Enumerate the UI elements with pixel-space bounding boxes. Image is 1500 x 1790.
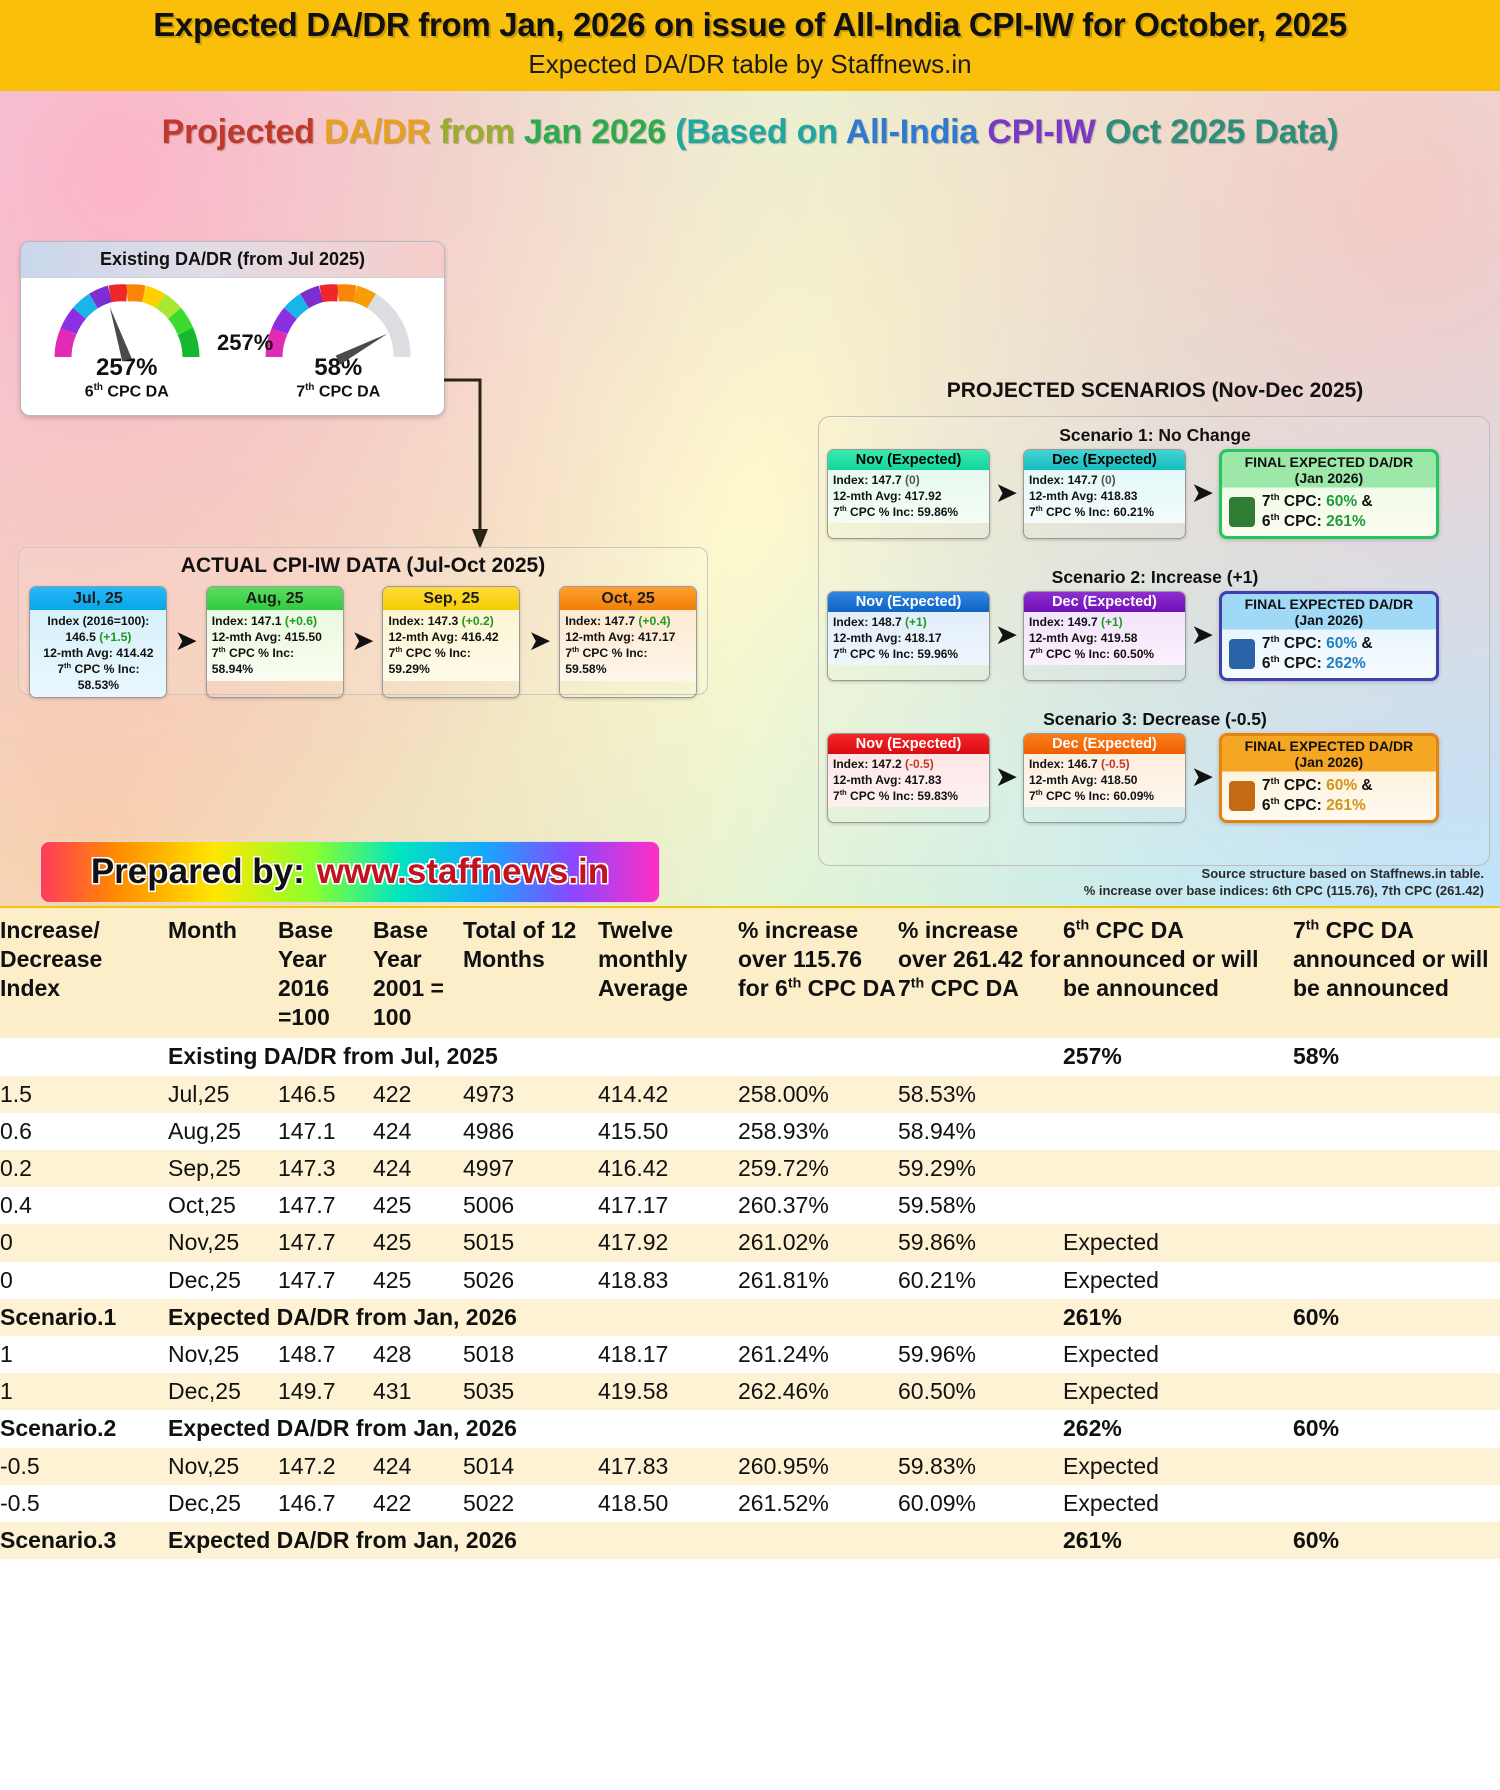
cpi-month-card-header: Jul, 25 xyxy=(30,587,166,610)
gauge-group xyxy=(21,278,444,401)
row-7th-cpc-da: 60% xyxy=(1293,1410,1500,1447)
row-pct-6th: 261.24% xyxy=(738,1336,898,1373)
row-month: Dec,25 xyxy=(168,1262,278,1299)
flow-arrow-icon: ➤ xyxy=(529,627,551,656)
gauge-arc-7th xyxy=(263,282,413,360)
prepared-by-banner xyxy=(40,841,660,903)
table-row[interactable] xyxy=(0,1522,1500,1559)
row-twelve-avg: 418.50 xyxy=(598,1485,738,1522)
row-index-change: 1.5 xyxy=(0,1076,168,1113)
row-base-2016: 147.7 xyxy=(278,1262,373,1299)
row-total-12: 4973 xyxy=(463,1076,598,1113)
row-7th-cpc-da: 58% xyxy=(1293,1038,1500,1075)
row-base-2016: 149.7 xyxy=(278,1373,373,1410)
scenario-card-header: Dec (Expected) xyxy=(1024,450,1185,470)
cpi-month-card-header: Sep, 25 xyxy=(383,587,519,610)
final-card-header: FINAL EXPECTED DA/DR (Jan 2026) xyxy=(1244,595,1414,628)
scenario-card-header: Dec (Expected) xyxy=(1024,592,1185,612)
cpi-month-card-body: Index: 147.3 (+0.2) 12-mth Avg: 416.42 7th CPC % Inc: 59.29% xyxy=(383,610,519,681)
row-6th-cpc-da xyxy=(1063,1076,1293,1113)
row-7th-cpc-da xyxy=(1293,1150,1500,1187)
row-twelve-avg: 417.17 xyxy=(598,1187,738,1224)
final-card-values: 7th CPC: 60% & 6th CPC: 262% xyxy=(1261,633,1373,673)
row-total-12: 5014 xyxy=(463,1448,598,1485)
row-index-change: 1 xyxy=(0,1373,168,1410)
scenario-2-nov-card xyxy=(827,591,990,682)
row-pct-6th: 258.93% xyxy=(738,1113,898,1150)
cpi-month-card-body: Index (2016=100): 146.5 (+1.5) 12-mth Avg: 414.42 7th CPC % Inc: 58.53% xyxy=(30,610,166,698)
table-row[interactable] xyxy=(0,1336,1500,1373)
row-total-12: 5026 xyxy=(463,1262,598,1299)
row-twelve-avg: 417.83 xyxy=(598,1448,738,1485)
row-base-2016: 147.1 xyxy=(278,1113,373,1150)
infographic-title-part-3: Jan 2026 xyxy=(523,112,676,151)
table-row[interactable] xyxy=(0,1448,1500,1485)
table-col-header-1: Month xyxy=(168,907,278,1039)
infographic-title-part-5: All-India xyxy=(845,112,988,151)
scenario-1-dec-card xyxy=(1023,449,1186,540)
cpi-month-card-aug25 xyxy=(206,586,344,699)
prepared-by-site: www.staffnews.in xyxy=(316,851,610,891)
projected-scenarios-title: PROJECTED SCENARIOS (Nov-Dec 2025) xyxy=(946,378,1364,402)
gauge-float-value: 257% xyxy=(217,329,274,355)
row-7th-cpc-da xyxy=(1293,1224,1500,1261)
infographic-title-part-7: Oct 2025 Data) xyxy=(1104,112,1339,151)
flow-arrow-icon: ➤ xyxy=(996,621,1017,650)
row-month: Dec,25 xyxy=(168,1485,278,1522)
prepared-by-label: Prepared by: xyxy=(90,851,305,891)
row-6th-cpc-da: Expected xyxy=(1063,1224,1293,1261)
row-7th-cpc-da: 60% xyxy=(1293,1522,1500,1559)
infographic xyxy=(0,91,1500,906)
row-6th-cpc-da xyxy=(1063,1187,1293,1224)
scenario-3-nov-card xyxy=(827,733,990,824)
row-total-12: 5018 xyxy=(463,1336,598,1373)
infographic-title-part-2: from xyxy=(439,112,524,151)
scenario-row-2 xyxy=(819,591,1491,682)
row-month: Nov,25 xyxy=(168,1224,278,1261)
row-index-change: 0.6 xyxy=(0,1113,168,1150)
row-pct-7th: 60.50% xyxy=(898,1373,1063,1410)
row-total-12: 5022 xyxy=(463,1485,598,1522)
scenario-card-header: Nov (Expected) xyxy=(828,734,989,754)
source-note xyxy=(1084,866,1484,900)
row-base-2001: 424 xyxy=(373,1150,463,1187)
scenario-row-1 xyxy=(819,449,1491,540)
table-body xyxy=(0,1038,1500,1559)
row-6th-cpc-da: Expected xyxy=(1063,1262,1293,1299)
row-pct-7th: 59.86% xyxy=(898,1224,1063,1261)
row-6th-cpc-da: Expected xyxy=(1063,1336,1293,1373)
row-base-2016: 147.2 xyxy=(278,1448,373,1485)
final-card-body xyxy=(1222,489,1436,537)
source-note-line2: % increase over base indices: 6th CPC (115.76), 7th CPC (261.42) xyxy=(1083,882,1484,898)
row-7th-cpc-da: 60% xyxy=(1293,1299,1500,1336)
row-scenario-label: Scenario.3 xyxy=(0,1522,168,1559)
row-twelve-avg: 418.17 xyxy=(598,1336,738,1373)
row-6th-cpc-da xyxy=(1063,1113,1293,1150)
row-base-2001: 431 xyxy=(373,1373,463,1410)
table-col-header-7: % increase over 261.42 for 7th CPC DA xyxy=(898,907,1063,1039)
row-twelve-avg: 417.92 xyxy=(598,1224,738,1261)
scenario-title-3: Scenario 3: Decrease (-0.5) xyxy=(1043,708,1267,729)
row-pct-7th: 59.58% xyxy=(898,1187,1063,1224)
table-row[interactable] xyxy=(0,1150,1500,1187)
row-base-2016: 146.5 xyxy=(278,1076,373,1113)
row-6th-cpc-da: Expected xyxy=(1063,1448,1293,1485)
source-note-line1: Source structure based on Staffnews.in table. xyxy=(1201,865,1484,881)
infographic-title xyxy=(0,113,1500,152)
row-pct-6th: 262.46% xyxy=(738,1373,898,1410)
flow-arrow-icon: ➤ xyxy=(996,479,1017,508)
infographic-title-part-1: DA/DR xyxy=(323,112,440,151)
projected-scenarios-panel xyxy=(818,416,1490,866)
row-base-2016: 148.7 xyxy=(278,1336,373,1373)
connector-arrow-down xyxy=(442,374,512,559)
actual-cpi-title: ACTUAL CPI-IW DATA (Jul-Oct 2025) xyxy=(180,553,546,577)
row-index-change: -0.5 xyxy=(0,1448,168,1485)
row-base-2001: 422 xyxy=(373,1076,463,1113)
row-index-change: 0 xyxy=(0,1224,168,1261)
flow-arrow-icon: ➤ xyxy=(1191,621,1213,650)
table-col-header-2: Base Year 2016 =100 xyxy=(278,907,373,1039)
row-index-change: 0.4 xyxy=(0,1187,168,1224)
row-pct-6th: 261.81% xyxy=(738,1262,898,1299)
actual-cpi-panel xyxy=(18,547,708,695)
table-col-header-8: 6th CPC DA announced or will be announced xyxy=(1063,907,1293,1039)
scenario-card-body: Index: 149.7 (+1) 12-mth Avg: 419.58 7th CPC % Inc: 60.50% xyxy=(1024,612,1185,665)
table-col-header-5: Twelve monthly Average xyxy=(598,907,738,1039)
scenario-block-2 xyxy=(819,567,1491,682)
row-month: Nov,25 xyxy=(168,1336,278,1373)
row-twelve-avg: 416.42 xyxy=(598,1150,738,1187)
row-base-2016: 146.7 xyxy=(278,1485,373,1522)
scenario-title-2: Scenario 2: Increase (+1) xyxy=(1051,566,1259,587)
row-base-2001: 428 xyxy=(373,1336,463,1373)
scenario-card-header: Nov (Expected) xyxy=(828,592,989,612)
infographic-title-part-0: Projected xyxy=(161,112,324,151)
row-base-2001: 424 xyxy=(373,1113,463,1150)
table-col-header-6: % increase over 115.76 for 6th CPC DA xyxy=(738,907,898,1039)
scenario-2-final-card xyxy=(1219,591,1439,682)
row-index-change: 0.2 xyxy=(0,1150,168,1187)
row-pct-7th: 58.53% xyxy=(898,1076,1063,1113)
row-6th-cpc-da: 261% xyxy=(1063,1522,1293,1559)
scenario-3-dec-card xyxy=(1023,733,1186,824)
row-pct-6th: 261.52% xyxy=(738,1485,898,1522)
scenario-card-body: Index: 147.7 (0) 12-mth Avg: 418.83 7th CPC % Inc: 60.21% xyxy=(1024,470,1185,523)
table-header-row xyxy=(0,907,1500,1039)
row-summary-label: Existing DA/DR from Jul, 2025 xyxy=(168,1038,1063,1075)
table-row[interactable] xyxy=(0,1410,1500,1447)
row-6th-cpc-da: Expected xyxy=(1063,1485,1293,1522)
row-scenario-label: Scenario.2 xyxy=(0,1410,168,1447)
row-base-2001: 422 xyxy=(373,1485,463,1522)
gauge-dial-7th xyxy=(263,282,413,360)
table-col-header-3: Base Year 2001 = 100 xyxy=(373,907,463,1039)
gauge-value-6th: 257% xyxy=(96,353,158,381)
flow-arrow-icon: ➤ xyxy=(175,627,197,656)
actual-cpi-cards xyxy=(19,578,707,699)
page-title: Expected DA/DR from Jan, 2026 on issue of All-India CPI-IW for October, 2025 xyxy=(153,6,1347,43)
row-twelve-avg: 414.42 xyxy=(598,1076,738,1113)
row-twelve-avg: 415.50 xyxy=(598,1113,738,1150)
table-col-header-0: Increase/ Decrease Index xyxy=(0,907,168,1039)
row-pct-7th: 59.96% xyxy=(898,1336,1063,1373)
scenario-card-body: Index: 146.7 (-0.5) 12-mth Avg: 418.50 7th CPC % Inc: 60.09% xyxy=(1024,754,1185,807)
table-row[interactable] xyxy=(0,1224,1500,1261)
row-scenario-label xyxy=(0,1038,168,1075)
row-total-12: 4986 xyxy=(463,1113,598,1150)
final-card-body xyxy=(1222,773,1436,821)
scenario-1-final-card xyxy=(1219,449,1439,540)
infographic-title-part-6: CPI-IW xyxy=(987,112,1105,151)
row-total-12: 5015 xyxy=(463,1224,598,1261)
calculator-icon xyxy=(1229,781,1255,811)
row-base-2001: 425 xyxy=(373,1224,463,1261)
row-pct-6th: 260.37% xyxy=(738,1187,898,1224)
final-card-header: FINAL EXPECTED DA/DR (Jan 2026) xyxy=(1244,737,1414,770)
cpi-month-card-header: Oct, 25 xyxy=(560,587,696,610)
row-month: Sep,25 xyxy=(168,1150,278,1187)
existing-da-panel xyxy=(20,241,445,416)
row-month: Jul,25 xyxy=(168,1076,278,1113)
row-7th-cpc-da xyxy=(1293,1262,1500,1299)
row-7th-cpc-da xyxy=(1293,1076,1500,1113)
gauge-label-6th: 6th CPC DA xyxy=(84,381,169,400)
scenario-card-header: Dec (Expected) xyxy=(1024,734,1185,754)
row-6th-cpc-da: 257% xyxy=(1063,1038,1293,1075)
table-row[interactable] xyxy=(0,1113,1500,1150)
row-base-2016: 147.7 xyxy=(278,1224,373,1261)
infographic-title-part-4: (Based on xyxy=(675,112,846,151)
scenario-block-1 xyxy=(819,425,1491,540)
table-col-header-4: Total of 12 Months xyxy=(463,907,598,1039)
row-pct-7th: 60.09% xyxy=(898,1485,1063,1522)
final-card-header: FINAL EXPECTED DA/DR (Jan 2026) xyxy=(1244,453,1414,486)
scenario-card-body: Index: 147.2 (-0.5) 12-mth Avg: 417.83 7th CPC % Inc: 59.83% xyxy=(828,754,989,807)
row-6th-cpc-da: 261% xyxy=(1063,1299,1293,1336)
row-pct-7th: 60.21% xyxy=(898,1262,1063,1299)
scenario-card-header: Nov (Expected) xyxy=(828,450,989,470)
row-pct-7th: 59.83% xyxy=(898,1448,1063,1485)
row-pct-6th: 260.95% xyxy=(738,1448,898,1485)
row-month: Dec,25 xyxy=(168,1373,278,1410)
gauge-6th-cpc xyxy=(32,282,222,401)
row-total-12: 4997 xyxy=(463,1150,598,1187)
row-7th-cpc-da xyxy=(1293,1187,1500,1224)
row-summary-label: Expected DA/DR from Jan, 2026 xyxy=(168,1410,1063,1447)
final-card-body xyxy=(1222,631,1436,679)
row-twelve-avg: 418.83 xyxy=(598,1262,738,1299)
row-7th-cpc-da xyxy=(1293,1448,1500,1485)
gauge-label-7th: 7th CPC DA xyxy=(296,381,381,400)
row-month: Nov,25 xyxy=(168,1448,278,1485)
row-pct-6th: 261.02% xyxy=(738,1224,898,1261)
scenario-title-1: Scenario 1: No Change xyxy=(1059,424,1251,445)
page-banner xyxy=(0,0,1500,91)
scenario-block-3 xyxy=(819,709,1491,824)
row-base-2001: 424 xyxy=(373,1448,463,1485)
scenario-card-body: Index: 148.7 (+1) 12-mth Avg: 418.17 7th CPC % Inc: 59.96% xyxy=(828,612,989,665)
row-7th-cpc-da xyxy=(1293,1336,1500,1373)
row-twelve-avg: 419.58 xyxy=(598,1373,738,1410)
flow-arrow-icon: ➤ xyxy=(352,627,374,656)
cpi-month-card-jul25 xyxy=(29,586,167,699)
gauge-value-7th: 58% xyxy=(314,353,363,381)
table-row[interactable] xyxy=(0,1373,1500,1410)
row-base-2001: 425 xyxy=(373,1262,463,1299)
page-subtitle: Expected DA/DR table by Staffnews.in xyxy=(528,48,972,79)
row-total-12: 5035 xyxy=(463,1373,598,1410)
row-summary-label: Expected DA/DR from Jan, 2026 xyxy=(168,1522,1063,1559)
row-index-change: 1 xyxy=(0,1336,168,1373)
scenario-2-dec-card xyxy=(1023,591,1186,682)
calculator-icon xyxy=(1229,639,1255,669)
row-base-2016: 147.3 xyxy=(278,1150,373,1187)
scenario-1-nov-card xyxy=(827,449,990,540)
scenario-3-final-card xyxy=(1219,733,1439,824)
row-pct-6th: 259.72% xyxy=(738,1150,898,1187)
calculator-icon xyxy=(1229,497,1255,527)
row-summary-label: Expected DA/DR from Jan, 2026 xyxy=(168,1299,1063,1336)
cpi-month-card-body: Index: 147.7 (+0.4) 12-mth Avg: 417.17 7th CPC % Inc: 59.58% xyxy=(560,610,696,681)
final-card-values: 7th CPC: 60% & 6th CPC: 261% xyxy=(1261,775,1373,815)
row-pct-7th: 58.94% xyxy=(898,1113,1063,1150)
table-row[interactable] xyxy=(0,1038,1500,1075)
scenario-card-body: Index: 147.7 (0) 12-mth Avg: 417.92 7th CPC % Inc: 59.86% xyxy=(828,470,989,523)
scenario-row-3 xyxy=(819,733,1491,824)
row-index-change: 0 xyxy=(0,1262,168,1299)
gauge-dial-6th xyxy=(52,282,202,360)
table-row[interactable] xyxy=(0,1485,1500,1522)
cpi-month-card-header: Aug, 25 xyxy=(207,587,343,610)
row-base-2001: 425 xyxy=(373,1187,463,1224)
table-row[interactable] xyxy=(0,1076,1500,1113)
row-6th-cpc-da xyxy=(1063,1150,1293,1187)
row-7th-cpc-da xyxy=(1293,1373,1500,1410)
table-row[interactable] xyxy=(0,1187,1500,1224)
cpi-month-card-oct25 xyxy=(559,586,697,699)
existing-da-header: Existing DA/DR (from Jul 2025) xyxy=(21,242,444,278)
table-header xyxy=(0,907,1500,1039)
row-7th-cpc-da xyxy=(1293,1113,1500,1150)
table-row[interactable] xyxy=(0,1299,1500,1336)
row-month: Aug,25 xyxy=(168,1113,278,1150)
cpi-month-card-sep25 xyxy=(382,586,520,699)
row-month: Oct,25 xyxy=(168,1187,278,1224)
table-row[interactable] xyxy=(0,1262,1500,1299)
final-card-values: 7th CPC: 60% & 6th CPC: 261% xyxy=(1261,491,1373,531)
cpi-month-card-body: Index: 147.1 (+0.6) 12-mth Avg: 415.50 7th CPC % Inc: 58.94% xyxy=(207,610,343,681)
row-scenario-label: Scenario.1 xyxy=(0,1299,168,1336)
table-col-header-9: 7th CPC DA announced or will be announced xyxy=(1293,907,1500,1039)
row-pct-6th: 258.00% xyxy=(738,1076,898,1113)
row-total-12: 5006 xyxy=(463,1187,598,1224)
row-pct-7th: 59.29% xyxy=(898,1150,1063,1187)
flow-arrow-icon: ➤ xyxy=(1191,479,1213,508)
row-base-2016: 147.7 xyxy=(278,1187,373,1224)
row-7th-cpc-da xyxy=(1293,1485,1500,1522)
row-index-change: -0.5 xyxy=(0,1485,168,1522)
row-6th-cpc-da: 262% xyxy=(1063,1410,1293,1447)
da-dr-table xyxy=(0,906,1500,1560)
flow-arrow-icon: ➤ xyxy=(1191,763,1213,792)
row-6th-cpc-da: Expected xyxy=(1063,1373,1293,1410)
flow-arrow-icon: ➤ xyxy=(996,763,1017,792)
